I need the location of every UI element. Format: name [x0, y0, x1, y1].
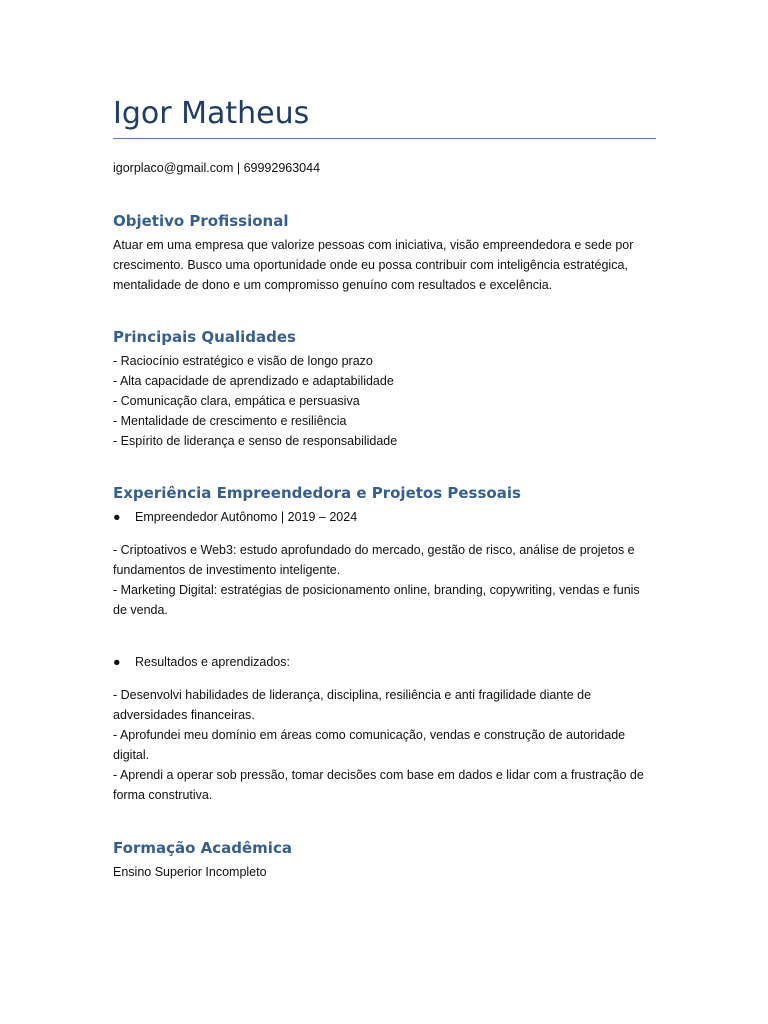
result-line: - Aprofundei meu domínio em áreas como comunicação, vendas e construção de autoridade [113, 728, 626, 742]
result-line: adversidades financeiras. [113, 708, 255, 722]
title-divider [113, 138, 656, 139]
role-detail-line: fundamentos de investimento inteligente. [113, 563, 341, 577]
role-detail-line: de venda. [113, 603, 168, 617]
result-line: - Desenvolvi habilidades de liderança, disciplina, resiliência e anti fragilidade diante de [113, 688, 592, 702]
contact-info: igorplaco@gmail.com | 69992963044 [113, 161, 321, 175]
qualities-section [113, 327, 656, 451]
role-details [113, 540, 656, 620]
qualities-heading: Principais Qualidades [113, 328, 296, 346]
objective-line: Atuar em uma empresa que valorize pessoas com iniciativa, visão empreendedora e sede por [113, 238, 634, 252]
role-bullet [113, 507, 656, 527]
education-section [113, 838, 656, 882]
education-heading: Formação Acadêmica [113, 839, 292, 857]
education-text: Ensino Superior Incompleto [113, 865, 267, 879]
result-line: digital. [113, 748, 150, 762]
result-line: forma construtiva. [113, 788, 213, 802]
objective-line: mentalidade de dono e um compromisso genuíno com resultados e excelência. [113, 278, 553, 292]
experience-section [113, 483, 656, 527]
objective-line: crescimento. Busco uma oportunidade onde eu possa contribuir com inteligência estratégica, [113, 258, 628, 272]
result-line: - Aprendi a operar sob pressão, tomar decisões com base em dados e lidar com a frustração de [113, 768, 644, 782]
quality-item: - Alta capacidade de aprendizado e adaptabilidade [113, 374, 394, 388]
results-title: Resultados e aprendizados: [135, 655, 290, 669]
results-bullet [113, 652, 656, 672]
quality-item: - Raciocínio estratégico e visão de longo prazo [113, 354, 373, 368]
experience-heading: Experiência Empreendedora e Projetos Pessoais [113, 484, 521, 502]
quality-item: - Comunicação clara, empática e persuasiva [113, 394, 360, 408]
bullet-icon: ● [113, 655, 121, 669]
results-bullet-wrap [113, 652, 656, 672]
bullet-icon: ● [113, 510, 121, 524]
role-detail-line: - Marketing Digital: estratégias de posicionamento online, branding, copywriting, vendas e funis [113, 583, 640, 597]
role-title: Empreendedor Autônomo | 2019 – 2024 [135, 510, 358, 524]
role-detail-line: - Criptoativos e Web3: estudo aprofundado do mercado, gestão de risco, análise de projetos e [113, 543, 635, 557]
results-details [113, 685, 656, 805]
quality-item: - Mentalidade de crescimento e resiliência [113, 414, 347, 428]
objective-heading: Objetivo Profissional [113, 212, 289, 230]
objective-section [113, 211, 656, 295]
quality-item: - Espírito de liderança e senso de responsabilidade [113, 434, 398, 448]
candidate-name: Igor Matheus [113, 96, 310, 131]
